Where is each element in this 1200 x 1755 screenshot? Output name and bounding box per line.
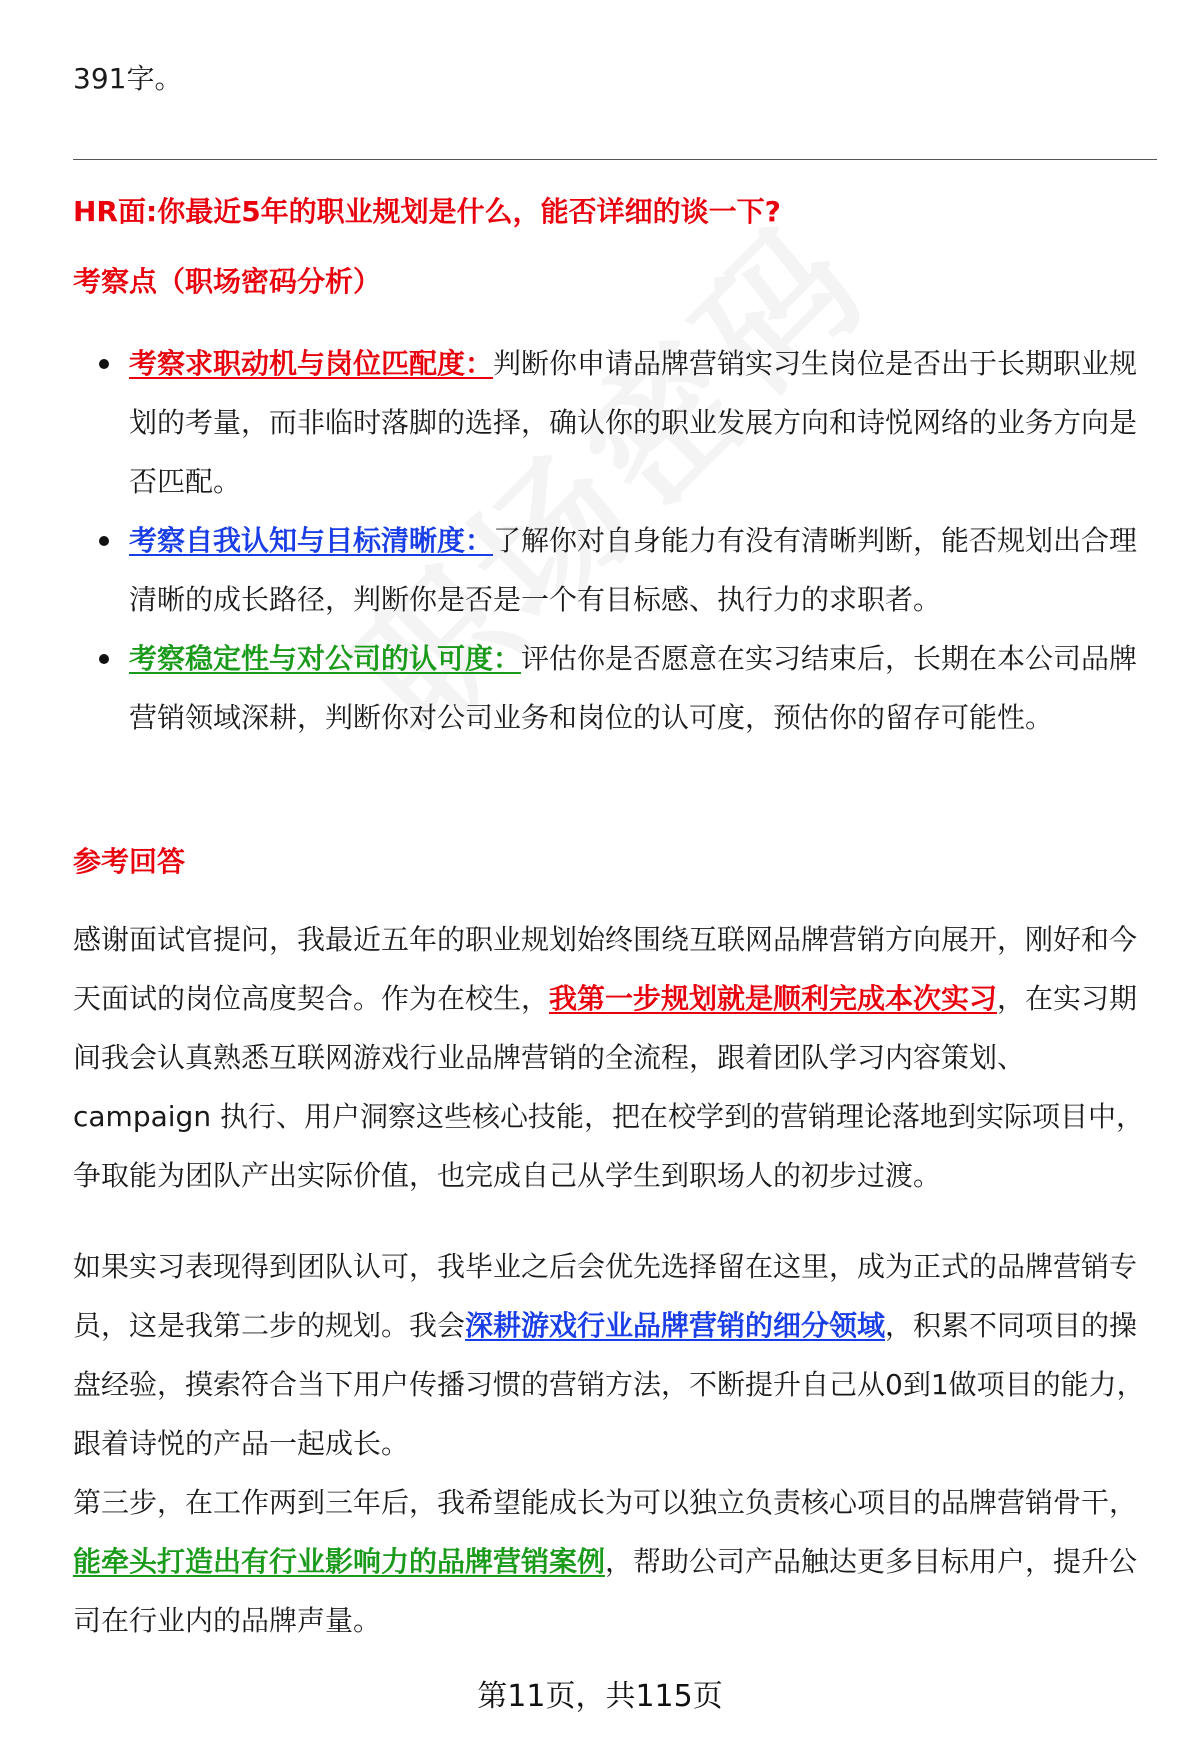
answer-text: 感谢面试官提问，我最近五年的职业规划始终围绕互联网品牌营销方向展开，刚好和今天面试的岗位高度契合。作为在校生， — [73, 923, 1138, 1015]
answer-text: 如果实习表现得到团队认可，我毕业之后会优先选择留在这里，成为正式的品牌营销专员，这是我第二步的规划。我会 — [73, 1250, 1138, 1342]
list-item — [73, 334, 1163, 511]
answer-text: ，帮助公司产品触达更多目标用户，提升公司在行业内的品牌声量。 — [73, 1545, 1138, 1637]
list-item — [73, 511, 1163, 629]
bullet-dot — [99, 359, 109, 369]
points-heading: 考察点（职场密码分析） — [73, 265, 382, 298]
question-heading: HR面:你最近5年的职业规划是什么，能否详细的谈一下? — [73, 195, 781, 228]
point-text: 了解你对自身能力有没有清晰判断，能否规划出合理清晰的成长路径，判断你是否是一个有目标感、执行力的求职者。 — [129, 524, 1138, 616]
answer-paragraph-3 — [73, 1473, 1163, 1650]
point-text: 评估你是否愿意在实习结束后，长期在本公司品牌营销领域深耕，判断你对公司业务和岗位的认可度，预估你的留存可能性。 — [129, 642, 1138, 734]
answer-heading: 参考回答 — [73, 845, 186, 878]
answer-paragraph-1 — [73, 910, 1163, 1205]
lead-text: 391字。 — [73, 62, 183, 95]
answer-paragraph-2 — [73, 1237, 1163, 1473]
answer-text: ，积累不同项目的操盘经验，摸索符合当下用户传播习惯的营销方法，不断提升自己从0到1做项目的能力，跟着诗悦的产品一起成长。 — [73, 1309, 1145, 1460]
answer-highlight: 深耕游戏行业品牌营销的细分领域 — [465, 1309, 886, 1342]
point-keyword: 考察稳定性与对公司的认可度： — [129, 642, 522, 675]
answer-text: 第三步，在工作两到三年后，我希望能成长为可以独立负责核心项目的品牌营销骨干， — [73, 1486, 1138, 1519]
page-number: 第11页，共115页 — [477, 1679, 723, 1714]
points-list — [73, 334, 1163, 747]
answer-highlight: 能牵头打造出有行业影响力的品牌营销案例 — [73, 1545, 606, 1578]
point-text: 判断你申请品牌营销实习生岗位是否出于长期职业规划的考量，而非临时落脚的选择，确认你的职业发展方向和诗悦网络的业务方向是否匹配。 — [129, 347, 1138, 498]
point-keyword: 考察求职动机与岗位匹配度： — [129, 347, 494, 380]
divider — [73, 159, 1157, 160]
bullet-dot — [99, 536, 109, 546]
answer-text: ，在实习期间我会认真熟悉互联网游戏行业品牌营销的全流程，跟着团队学习内容策划、 campaign 执行、用户洞察这些核心技能，把在校学到的营销理论落地到实际项目中，争取能为团队产出实际价值，也完成自己从学生到职场人的初步过渡。 — [73, 982, 1144, 1192]
bullet-dot — [99, 654, 109, 664]
list-item — [73, 629, 1163, 747]
answer-highlight: 我第一步规划就是顺利完成本次实习 — [549, 982, 998, 1015]
point-keyword: 考察自我认知与目标清晰度： — [129, 524, 494, 557]
